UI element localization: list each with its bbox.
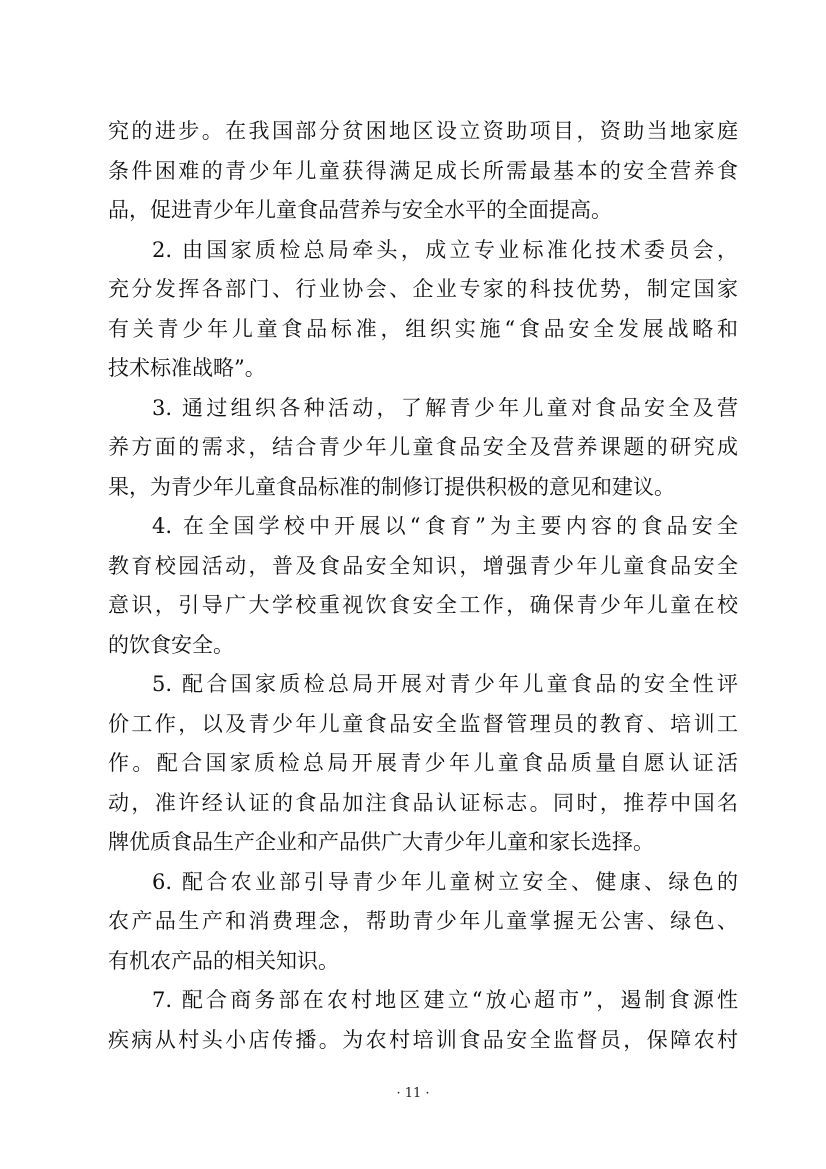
- text-line: 农产品生产和消费理念，帮助青少年儿童掌握无公害、绿色、: [108, 909, 738, 933]
- text-line: 条件困难的青少年儿童获得满足成长所需最基本的安全营养食: [108, 158, 738, 183]
- page-body: [108, 112, 738, 1060]
- text-line: 教育校园活动，普及食品安全知识，增强青少年儿童食品安全: [108, 553, 738, 578]
- page-number: · 11 ·: [396, 1086, 430, 1101]
- paragraph-continuation: [108, 112, 738, 231]
- text-line: 4. 在全国学校中开展以“食育”为主要内容的食品安全: [152, 514, 738, 538]
- text-line: 的饮食安全。: [108, 632, 234, 657]
- text-line: 动，准许经认证的食品加注食品认证标志。同时，推荐中国名: [108, 790, 738, 815]
- text-line: 技术标准战略”。: [108, 356, 266, 380]
- text-line: 3. 通过组织各种活动，了解青少年儿童对食品安全及营: [152, 395, 738, 420]
- text-line: 养方面的需求，结合青少年儿童食品安全及营养课题的研究成: [108, 435, 738, 459]
- paragraph-item-6: [108, 863, 738, 982]
- text-line: 充分发挥各部门、行业协会、企业专家的科技优势，制定国家: [108, 277, 738, 301]
- text-line: 6. 配合农业部引导青少年儿童树立安全、健康、绿色的: [152, 869, 738, 894]
- text-line: 品，促进青少年儿童食品营养与安全水平的全面提高。: [108, 198, 612, 222]
- text-line: 7. 配合商务部在农村地区建立“放心超市”，遏制食源性: [152, 988, 738, 1012]
- text-line: 有机农产品的相关知识。: [108, 948, 339, 973]
- text-line: 2. 由国家质检总局牵头，成立专业标准化技术委员会，: [152, 237, 738, 262]
- paragraph-item-7: [108, 981, 738, 1060]
- text-line: 5. 配合国家质检总局开展对青少年儿童食品的安全性评: [152, 672, 738, 696]
- text-line: 牌优质食品生产企业和产品供广大青少年儿童和家长选择。: [108, 830, 654, 854]
- text-line: 意识，引导广大学校重视饮食安全工作，确保青少年儿童在校: [108, 593, 738, 617]
- text-line: 果，为青少年儿童食品标准的制修订提供积极的意见和建议。: [108, 474, 675, 499]
- text-line: 价工作，以及青少年儿童食品安全监督管理员的教育、培训工: [108, 711, 738, 736]
- paragraph-item-5: [108, 665, 738, 863]
- text-line: 有关青少年儿童食品标准，组织实施“食品安全发展战略和: [108, 316, 738, 341]
- text-line: 究的进步。在我国部分贫困地区设立资助项目，资助当地家庭: [108, 119, 738, 143]
- paragraph-item-4: [108, 507, 738, 665]
- text-line: 作。配合国家质检总局开展青少年儿童食品质量自愿认证活: [108, 751, 738, 775]
- text-line: 疾病从村头小店传播。为农村培训食品安全监督员，保障农村: [108, 1027, 738, 1052]
- paragraph-item-2: [108, 231, 738, 389]
- paragraph-item-3: [108, 389, 738, 508]
